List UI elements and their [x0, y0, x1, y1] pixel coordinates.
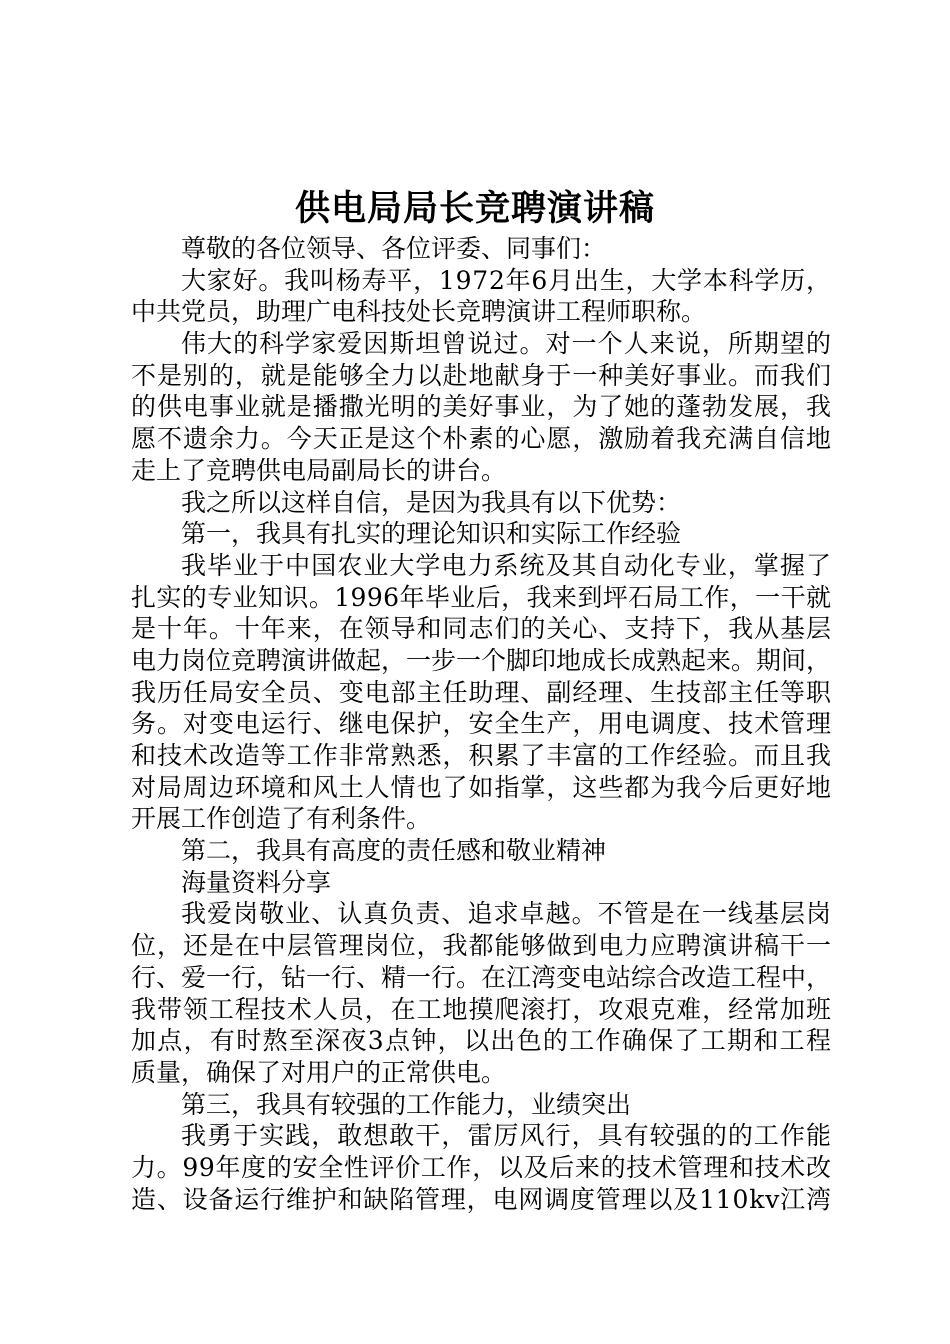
text-line: 质量，确保了对用户的正常供电。	[131, 1057, 507, 1087]
text-line: 海量资料分享	[181, 867, 332, 897]
document-title: 供电局局长竞聘演讲稿	[294, 188, 655, 229]
text-line: 加点，有时熬至深夜3点钟，以出色的工作确保了工期和工程	[131, 1026, 833, 1056]
text-line: 我毕业于中国农业大学电力系统及其自动化专业，掌握了	[181, 550, 833, 580]
text-line: 务。对变电运行、继电保护，安全生产，用电调度、技术管理	[131, 709, 832, 739]
text-line: 开展工作创造了有利条件。	[131, 804, 432, 834]
text-line: 第一，我具有扎实的理论知识和实际工作经验	[181, 519, 682, 549]
text-line: 我爱岗敬业、认真负责、追求卓越。不管是在一线基层岗	[181, 899, 833, 929]
text-line: 伟大的科学家爱因斯坦曾说过。对一个人来说，所期望的	[181, 329, 833, 359]
text-line: 大家好。我叫杨寿平，1972年6月出生，大学本科学历，	[181, 265, 832, 295]
text-line: 第二，我具有高度的责任感和敬业精神	[181, 836, 607, 866]
text-line: 中共党员，助理广电科技处长竞聘演讲工程师职称。	[131, 297, 707, 327]
text-line: 我之所以这样自信，是因为我具有以下优势：	[181, 487, 682, 517]
text-line: 力。99年度的安全性评价工作，以及后来的技术管理和技术改	[131, 1152, 832, 1182]
document-body	[131, 233, 831, 1215]
text-line: 对局周边环境和风土人情也了如指掌，这些都为我今后更好地	[131, 772, 832, 802]
text-line: 是十年。十年来，在领导和同志们的关心、支持下，我从基层	[131, 614, 832, 644]
text-line: 的供电事业就是播撒光明的美好事业，为了她的蓬勃发展，我	[131, 392, 832, 422]
text-line: 和技术改造等工作非常熟悉，积累了丰富的工作经验。而且我	[131, 741, 832, 770]
text-line: 不是别的，就是能够全力以赴地献身于一种美好事业。而我们	[131, 360, 832, 390]
text-line: 愿不遗余力。今天正是这个朴素的心愿，激励着我充满自信地	[131, 424, 832, 454]
text-line: 我勇于实践，敢想敢干，雷厉风行，具有较强的的工作能	[181, 1121, 833, 1151]
text-line: 造、设备运行维护和缺陷管理，电网调度管理以及110kv江湾	[131, 1184, 832, 1214]
text-line: 尊敬的各位领导、各位评委、同事们：	[181, 234, 607, 263]
text-line: 走上了竞聘供电局副局长的讲台。	[131, 455, 507, 485]
text-line: 我历任局安全员、变电部主任助理、副经理、生技部主任等职	[131, 677, 832, 707]
text-line: 扎实的专业知识。1996年毕业后，我来到坪石局工作，一干就	[131, 582, 832, 612]
text-line: 我带领工程技术人员，在工地摸爬滚打，攻艰克难，经常加班	[131, 994, 832, 1024]
text-line: 行、爱一行，钻一行、精一行。在江湾变电站综合改造工程中，	[131, 962, 831, 992]
text-line: 位，还是在中层管理岗位，我都能够做到电力应聘演讲稿干一	[131, 931, 832, 961]
text-line: 电力岗位竞聘演讲做起，一步一个脚印地成长成熟起来。期间，	[131, 645, 831, 675]
text-line: 第三，我具有较强的工作能力，业绩突出	[181, 1089, 632, 1119]
